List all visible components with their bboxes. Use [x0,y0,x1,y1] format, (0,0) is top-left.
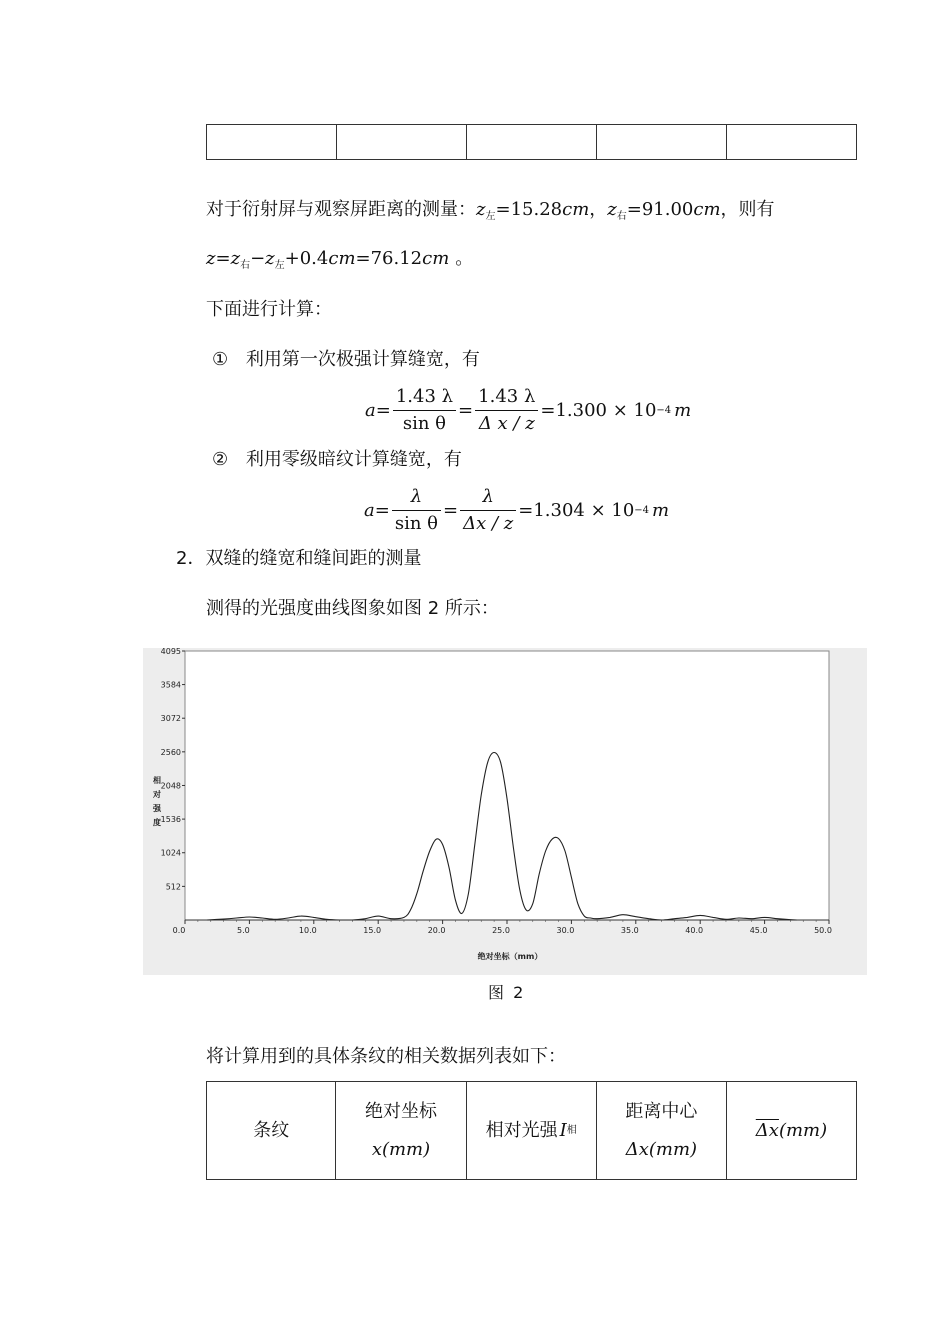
section2-heading: 2．双缝的缝宽和缝间距的测量 [176,548,422,569]
eq-sign: = [442,499,459,521]
x-tick-label: 40.0 [685,926,704,935]
unit-cm: cm [562,199,590,220]
z-left-subscript: 左 [485,211,496,222]
fraction [475,386,538,435]
y-tick-label: 512 [165,882,181,892]
x-tick-label: 30.0 [556,926,575,935]
y-axis-label-char: 相 [153,776,161,785]
fraction-numerator: λ [392,486,441,511]
mean-spacing-symbol: $\overline{\Delta x}$ [755,1119,779,1141]
y-tick-label: 2560 [160,747,181,757]
chart-svg [143,648,867,975]
method1-equation [365,386,691,435]
intensity-chart [143,648,867,975]
z-left-value: =15.28 [495,199,563,220]
col-fringe: 条纹 [253,1119,290,1141]
formula-sub-left: 左 [274,260,285,271]
table-header-cell [726,1082,856,1180]
fraction-denominator: sin θ [394,513,438,534]
eq-unit: m [652,499,670,521]
z-right-value: =91.00 [626,199,694,220]
intensity-symbol: I [559,1119,567,1141]
fraction-denominator: Δx / z [463,513,514,534]
y-tick-label: 2048 [160,781,181,791]
formula-unit: cm [328,248,356,269]
eq-result: =1.304 × 10 [518,499,635,521]
col-distance-from-center [597,1082,726,1179]
formula-minus: −z [250,248,275,269]
intensity-subscript: 相 [566,1124,577,1136]
x-axis-label: 绝对坐标（mm） [477,952,543,961]
x-tick-label: 15.0 [363,926,382,935]
col-distance-unit: Δx(mm) [625,1138,698,1160]
eq-exponent: −4 [634,504,650,516]
table-header-cell [596,1082,726,1180]
distance-intro: 对于衍射屏与观察屏距离的测量： [206,199,476,220]
x-tick-label: 25.0 [492,926,510,935]
y-tick-label: 3584 [160,680,181,690]
y-axis-label-char: 度 [153,818,161,827]
z-right-symbol: z [607,199,617,220]
data-table [206,1081,857,1180]
z-right-subscript: 右 [616,211,627,222]
col-relative-intensity [467,1082,596,1179]
x-tick-label: 50.0 [814,926,832,935]
formula-eq: =76.12 [355,248,423,269]
table-cell [467,125,597,160]
y-tick-label: 1536 [160,815,181,825]
x-tick-label: 0.0 [172,926,186,935]
section2-intro: 测得的光强度曲线图象如图 2 所示： [206,598,499,619]
col-absolute-coordinate [336,1082,465,1179]
distance-paragraph [206,198,775,229]
eq-sign: = [458,399,474,421]
then-text: ，则有 [720,199,775,220]
formula-lhs: z=z [206,248,241,269]
table-header-cell [466,1082,596,1180]
col-absolute-coordinate-unit: x(mm) [371,1138,431,1160]
formula-sub-right: 右 [240,260,251,271]
col-relative-intensity-title: 相对光强 [485,1119,558,1141]
y-tick-label: 3072 [160,714,181,724]
method2-marker: ② [212,449,229,470]
method1-text: 利用第一次极强计算缝宽，有 [245,349,480,370]
table-cell [337,125,467,160]
mean-spacing-unit: (mm) [778,1119,828,1141]
col-distance-title: 距离中心 [625,1100,698,1122]
unit-cm: cm [693,199,721,220]
eq-result: =1.300 × 10 [540,399,657,421]
plot-area [185,651,829,920]
y-axis-label-char: 对 [153,790,161,799]
x-tick-label: 5.0 [237,926,250,935]
method2-heading [212,448,462,472]
y-tick-label: 4095 [160,648,181,656]
eq-lhs: a= [365,399,391,421]
fraction-denominator: sin θ [402,413,447,434]
eq-lhs: a= [364,499,390,521]
y-axis-label-char: 强 [153,804,161,813]
calc-intro: 下面进行计算： [206,299,332,320]
separator: ， [589,199,608,220]
fraction-numerator: 1.43 λ [393,386,456,411]
formula-unit: cm [422,248,450,269]
method1-marker: ① [212,349,229,370]
top-table [206,124,857,160]
table-header-cell [336,1082,466,1180]
table-cell [597,125,727,160]
method1-heading [212,348,480,372]
figure-caption: 图 2 [488,983,526,1002]
col-absolute-coordinate-title: 绝对坐标 [364,1100,437,1122]
y-tick-label: 1024 [160,848,181,858]
fraction-numerator: λ [460,486,516,511]
distance-formula [206,247,473,278]
table-intro: 将计算用到的具体条纹的相关数据列表如下： [206,1046,566,1067]
x-tick-label: 20.0 [427,926,446,935]
x-tick-label: 10.0 [298,926,317,935]
fraction [460,486,516,535]
fraction-denominator: Δ x / z [478,413,535,434]
z-left-symbol: z [476,199,486,220]
fraction [392,486,441,535]
col-mean-spacing [727,1082,856,1179]
table-cell [727,125,857,160]
x-tick-label: 35.0 [620,926,639,935]
method2-equation [364,486,669,535]
method2-text: 利用零级暗纹计算缝宽，有 [245,449,462,470]
fraction [393,386,456,435]
period: 。 [455,248,474,269]
table-header-row [207,1082,857,1180]
table-header-cell [207,1082,336,1180]
eq-exponent: −4 [656,404,672,416]
x-tick-label: 45.0 [749,926,768,935]
formula-rest: +0.4 [284,248,329,269]
fraction-numerator: 1.43 λ [475,386,538,411]
table-cell [207,125,337,160]
table-row [207,125,857,160]
eq-unit: m [674,399,692,421]
